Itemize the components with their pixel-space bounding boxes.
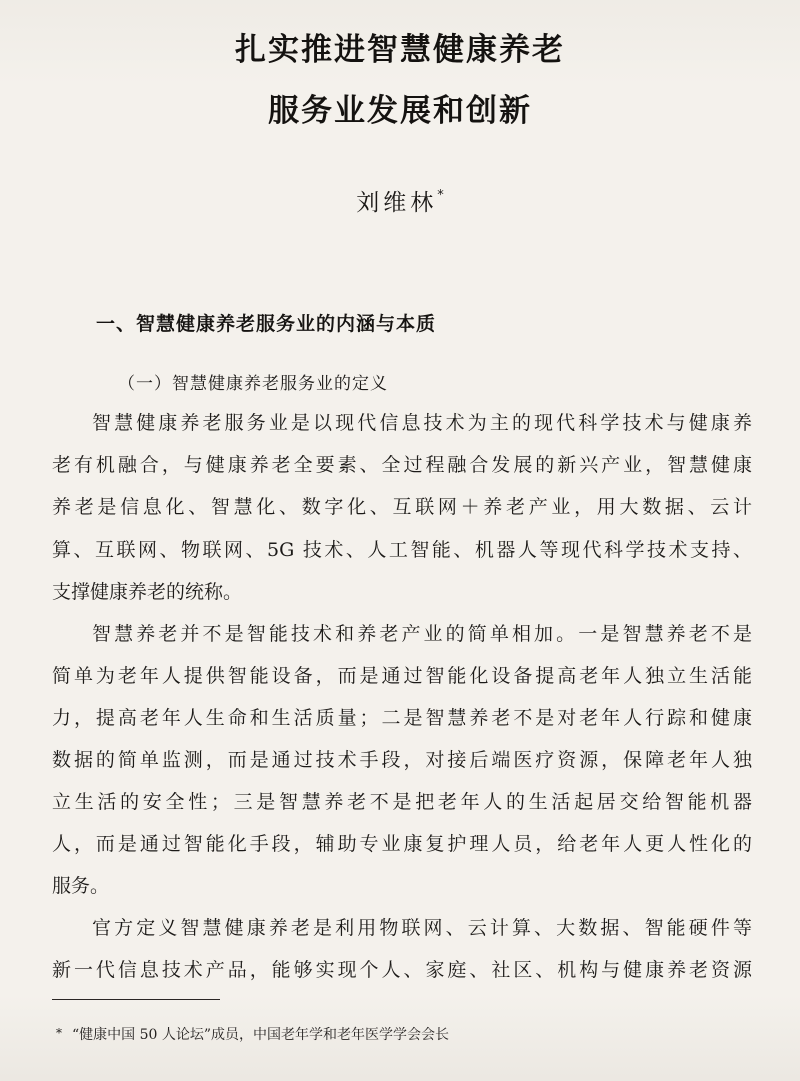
- paragraph-1-line-3: 养老是信息化、智慧化、数字化、互联网＋养老产业，用大数据、云计: [52, 496, 752, 518]
- author-footnote-mark: *: [437, 188, 444, 204]
- paragraph-3-line-2: 新一代信息技术产品，能够实现个人、家庭、社区、机构与健康养老资源: [52, 959, 752, 981]
- paragraph-2-line-2: 简单为老年人提供智能设备，而是通过智能化设备提高老年人独立生活能: [52, 665, 752, 687]
- article-title-line-2: 服务业发展和创新: [268, 93, 532, 129]
- footnote-divider: [52, 999, 220, 1000]
- paragraph-1-line-2: 老有机融合，与健康养老全要素、全过程融合发展的新兴产业，智慧健康: [52, 454, 752, 476]
- paragraph-2-line-7: 服务。: [52, 875, 110, 897]
- paragraph-3-line-1: 官方定义智慧健康养老是利用物联网、云计算、大数据、智能硬件等: [92, 917, 752, 939]
- paragraph-2-line-5: 立生活的安全性；三是智慧养老不是把老年人的生活起居交给智能机器: [52, 791, 752, 813]
- footnote: [56, 1024, 449, 1044]
- footnote-text: “健康中国 50 人论坛”成员，中国老年学和老年医学学会会长: [72, 1027, 450, 1043]
- paragraph-1-line-1: 智慧健康养老服务业是以现代信息技术为主的现代科学技术与健康养: [92, 412, 752, 434]
- paragraph-2-line-4: 数据的简单监测，而是通过技术手段，对接后端医疗资源，保障老年人独: [52, 749, 752, 771]
- author-name: 刘维林: [356, 190, 438, 216]
- footnote-mark: *: [56, 1026, 62, 1040]
- paragraph-2-line-3: 力，提高老年人生命和生活质量；二是智慧养老不是对老年人行踪和健康: [52, 707, 752, 729]
- paragraph-1-line-4: 算、互联网、物联网、5G 技术、人工智能、机器人等现代科学技术支持、: [52, 539, 752, 561]
- paragraph-2-line-1: 智慧养老并不是智能技术和养老产业的简单相加。一是智慧养老不是: [92, 623, 752, 645]
- paragraph-1-line-5: 支撑健康养老的统称。: [52, 581, 243, 603]
- paragraph-2-line-6: 人，而是通过智能化手段，辅助专业康复护理人员，给老年人更人性化的: [52, 833, 752, 855]
- section-heading: 一、智慧健康养老服务业的内涵与本质: [96, 313, 437, 335]
- article-title-line-1: 扎实推进智慧健康养老: [235, 32, 565, 68]
- author-byline: [0, 184, 800, 217]
- subsection-heading: （一）智慧健康养老服务业的定义: [118, 374, 388, 394]
